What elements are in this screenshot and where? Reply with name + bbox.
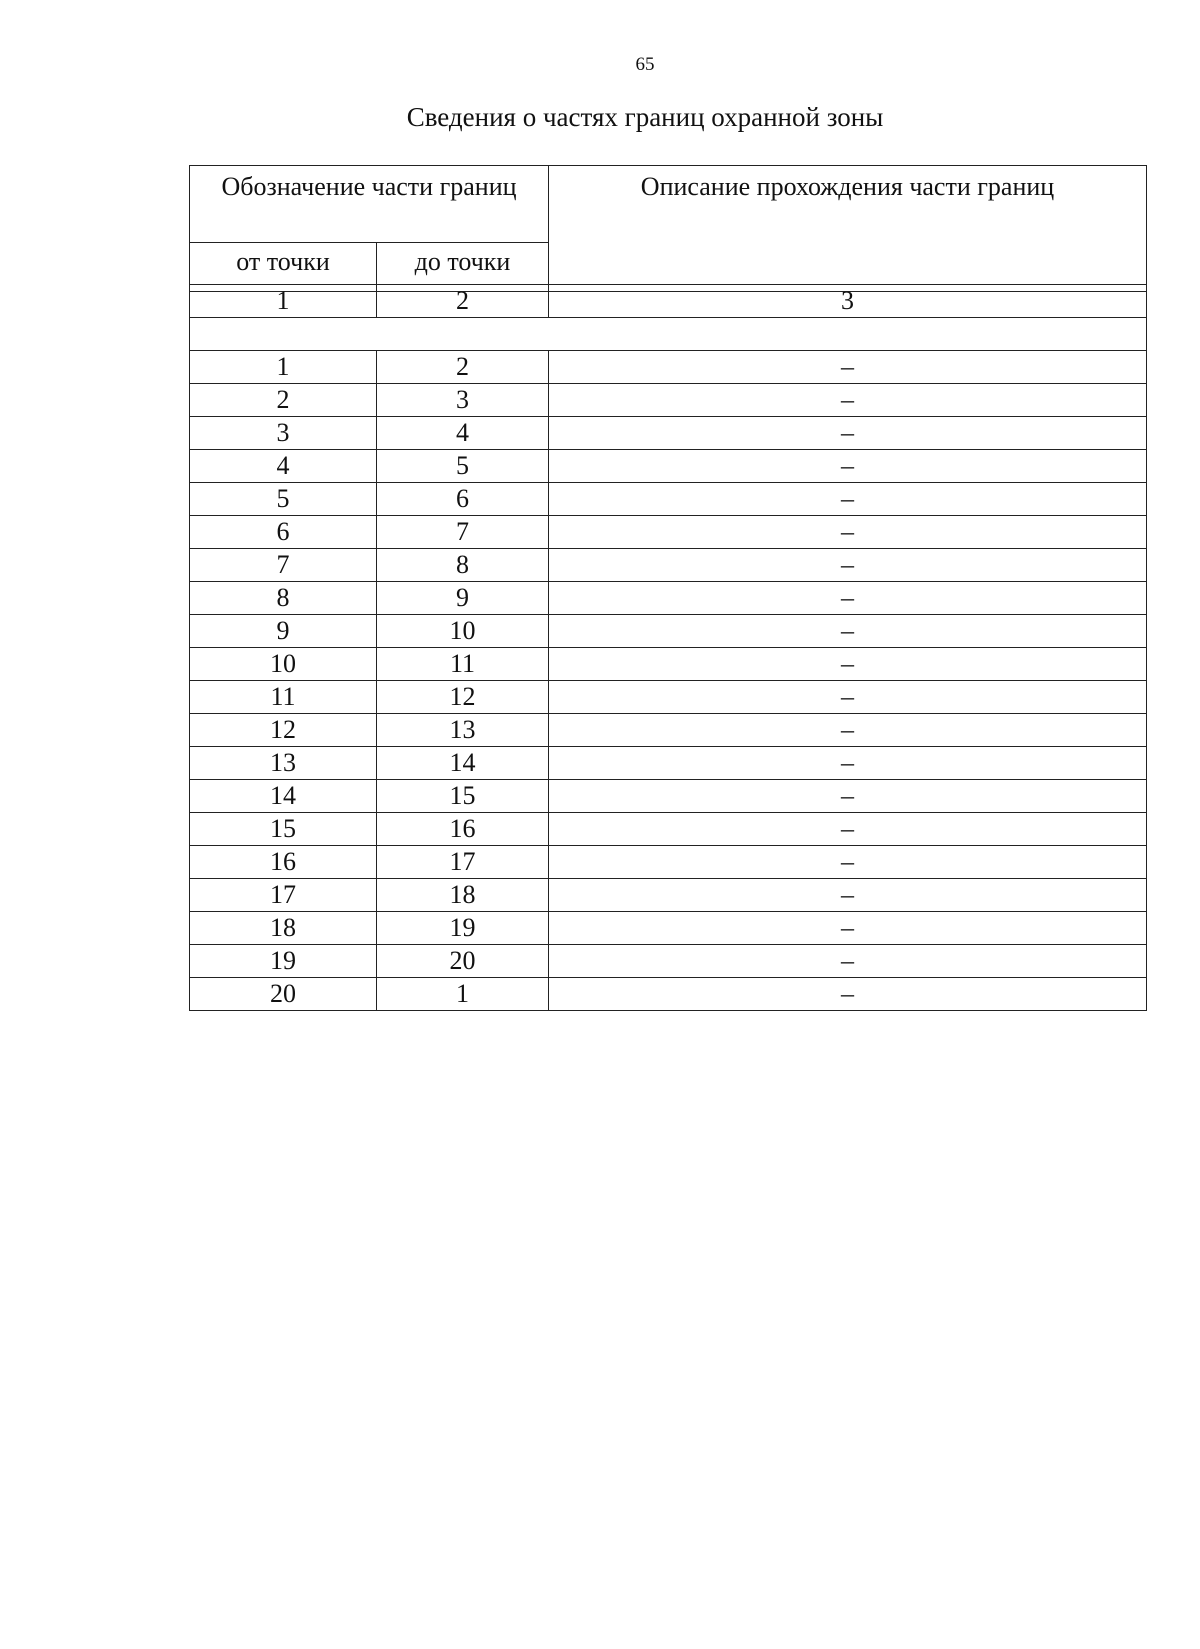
header-from-point: от точки [190, 243, 377, 292]
description-cell: – [549, 813, 1147, 846]
table-row [190, 648, 1147, 681]
from-point-cell: 5 [190, 483, 377, 516]
to-point-cell: 10 [377, 615, 549, 648]
to-point-cell: 3 [377, 384, 549, 417]
from-point-cell: 11 [190, 681, 377, 714]
from-point-cell: 9 [190, 615, 377, 648]
to-point-cell: 12 [377, 681, 549, 714]
header-to-point: до точки [377, 243, 549, 292]
table-row [190, 549, 1147, 582]
to-point-cell: 14 [377, 747, 549, 780]
to-point-cell: 18 [377, 879, 549, 912]
from-point-cell: 6 [190, 516, 377, 549]
table-row [190, 945, 1147, 978]
description-cell: – [549, 648, 1147, 681]
to-point-cell: 7 [377, 516, 549, 549]
from-point-cell: 17 [190, 879, 377, 912]
to-point-cell: 1 [377, 978, 549, 1011]
from-point-cell: 19 [190, 945, 377, 978]
description-cell: – [549, 912, 1147, 945]
from-point-cell: 12 [190, 714, 377, 747]
from-point-cell: 20 [190, 978, 377, 1011]
from-point-cell: 3 [190, 417, 377, 450]
table-header [189, 165, 1147, 292]
table-row [190, 912, 1147, 945]
description-cell: – [549, 714, 1147, 747]
from-point-cell: 14 [190, 780, 377, 813]
table-row [190, 417, 1147, 450]
from-point-cell: 15 [190, 813, 377, 846]
to-point-cell: 15 [377, 780, 549, 813]
boundary-parts-table [189, 284, 1147, 1011]
description-cell: – [549, 978, 1147, 1011]
table-row [190, 483, 1147, 516]
from-point-cell: 1 [190, 351, 377, 384]
table-row [190, 747, 1147, 780]
from-point-cell: 10 [190, 648, 377, 681]
to-point-cell: 11 [377, 648, 549, 681]
table-row [190, 516, 1147, 549]
description-cell: – [549, 516, 1147, 549]
to-point-cell: 20 [377, 945, 549, 978]
to-point-cell: 8 [377, 549, 549, 582]
from-point-cell: 8 [190, 582, 377, 615]
to-point-cell: 13 [377, 714, 549, 747]
to-point-cell: 19 [377, 912, 549, 945]
column-number: 2 [377, 285, 549, 318]
blank-cell [190, 318, 1147, 351]
description-cell: – [549, 945, 1147, 978]
to-point-cell: 17 [377, 846, 549, 879]
table-row [190, 780, 1147, 813]
column-number: 1 [190, 285, 377, 318]
description-cell: – [549, 483, 1147, 516]
from-point-cell: 7 [190, 549, 377, 582]
column-number-row [190, 285, 1147, 318]
description-cell: – [549, 549, 1147, 582]
table-row [190, 681, 1147, 714]
table-row [190, 879, 1147, 912]
to-point-cell: 5 [377, 450, 549, 483]
table-row [190, 714, 1147, 747]
description-cell: – [549, 582, 1147, 615]
table-row [190, 351, 1147, 384]
page-title: Сведения о частях границ охранной зоны [406, 102, 884, 132]
header-boundary-description: Описание прохождения части границ [549, 166, 1147, 292]
description-cell: – [549, 879, 1147, 912]
description-cell: – [549, 846, 1147, 879]
blank-row [190, 318, 1147, 351]
to-point-cell: 2 [377, 351, 549, 384]
to-point-cell: 9 [377, 582, 549, 615]
table-row [190, 978, 1147, 1011]
from-point-cell: 13 [190, 747, 377, 780]
header-boundary-designation: Обозначение части границ [190, 166, 549, 243]
description-cell: – [549, 747, 1147, 780]
description-cell: – [549, 681, 1147, 714]
from-point-cell: 4 [190, 450, 377, 483]
description-cell: – [549, 615, 1147, 648]
description-cell: – [549, 351, 1147, 384]
table-row [190, 615, 1147, 648]
description-cell: – [549, 450, 1147, 483]
column-number: 3 [549, 285, 1147, 318]
from-point-cell: 16 [190, 846, 377, 879]
table-row [190, 846, 1147, 879]
to-point-cell: 4 [377, 417, 549, 450]
table-row [190, 813, 1147, 846]
page-number: 65 [635, 54, 655, 75]
to-point-cell: 16 [377, 813, 549, 846]
description-cell: – [549, 780, 1147, 813]
table-row [190, 582, 1147, 615]
table-row [190, 384, 1147, 417]
from-point-cell: 18 [190, 912, 377, 945]
description-cell: – [549, 384, 1147, 417]
to-point-cell: 6 [377, 483, 549, 516]
from-point-cell: 2 [190, 384, 377, 417]
table-row [190, 450, 1147, 483]
description-cell: – [549, 417, 1147, 450]
